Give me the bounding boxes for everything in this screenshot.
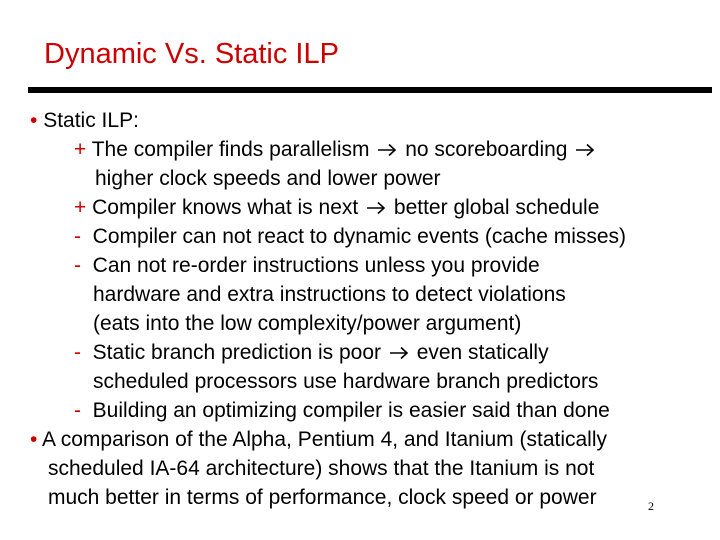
minus-marker: - (74, 254, 81, 277)
minus-marker: - (74, 341, 81, 364)
right-arrow-icon (377, 143, 397, 157)
minus-marker: - (74, 399, 81, 422)
sub-item-text: Can not re-order instructions unless you provide (92, 254, 540, 277)
sub-item-text: Building an optimizing compiler is easier said than done (92, 399, 610, 422)
sub-item-continuation: scheduled processors use hardware branch predictors (93, 370, 599, 393)
bullet-marker: • (30, 428, 38, 451)
page-number: 2 (648, 499, 654, 513)
bullet-continuation: much better in terms of performance, clock speed or power (48, 486, 597, 509)
sub-item-compiler-parallelism (74, 135, 597, 164)
slide-title: Dynamic Vs. Static ILP (44, 38, 339, 70)
sub-item-text: The compiler finds parallelism (91, 138, 370, 161)
sub-item-text: Static branch prediction is poor (92, 341, 381, 364)
right-arrow-icon (366, 201, 386, 215)
sub-item-static-branch (74, 338, 549, 367)
sub-item-cannot-reorder (74, 251, 540, 280)
sub-item-text: even statically (416, 341, 549, 364)
sub-item-cannot-react (74, 222, 626, 251)
plus-marker: + (74, 138, 87, 161)
right-arrow-icon (389, 346, 409, 360)
plus-marker: + (74, 196, 87, 219)
bullet-text: A comparison of the Alpha, Pentium 4, and Itanium (statically (42, 428, 608, 451)
sub-item-text: Compiler knows what is next (92, 196, 359, 219)
sub-item-continuation: hardware and extra instructions to detect violations (93, 283, 566, 306)
minus-marker: - (74, 225, 81, 248)
sub-item-text: no scoreboarding (405, 138, 568, 161)
sub-item-text: Compiler can not react to dynamic events (cache misses) (92, 225, 627, 248)
bullet-continuation: scheduled IA-64 architecture) shows that the Itanium is not (48, 457, 595, 480)
sub-item-text: better global schedule (393, 196, 600, 219)
sub-item-continuation: (eats into the low complexity/power argument) (93, 312, 522, 335)
bullet-comparison (30, 425, 607, 454)
right-arrow-icon (575, 143, 595, 157)
sub-item-compiler-knows (74, 193, 599, 222)
bullet-marker: • (30, 109, 38, 132)
bullet-static-ilp (30, 106, 139, 135)
title-divider (28, 87, 712, 93)
bullet-text: Static ILP: (43, 109, 139, 132)
sub-item-continuation: higher clock speeds and lower power (95, 167, 441, 190)
sub-item-building-compiler (74, 396, 610, 425)
